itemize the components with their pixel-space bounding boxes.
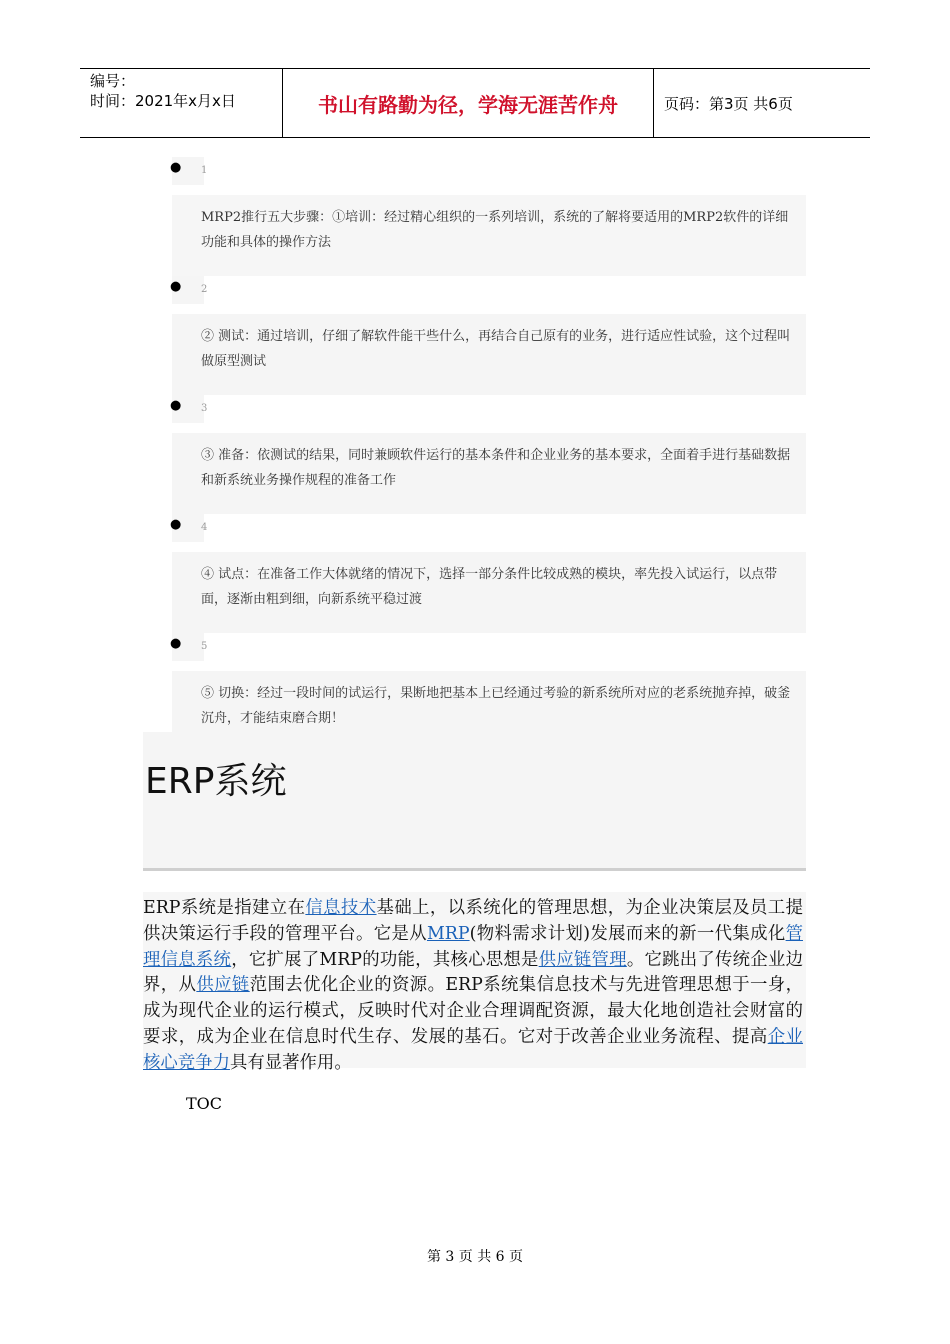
link-mis[interactable]: 管理信息系统	[143, 923, 803, 970]
header-meta	[80, 69, 282, 137]
link-supply-chain[interactable]: 供应链	[196, 975, 250, 996]
list-item	[172, 157, 806, 276]
link-info-tech[interactable]: 信息技术	[305, 898, 377, 918]
text-run: ERP系统是指建立在	[143, 898, 306, 918]
text-run: 基础上，以系统化的管理思想，为企业决策层及员工提供决策运行手段的管理平台。它是从	[143, 898, 803, 944]
bullet-icon: ●	[170, 636, 182, 651]
link-core-competence[interactable]: 企业核心竞争力	[143, 1026, 803, 1073]
step-number: 5	[201, 641, 208, 652]
page-label: 页码：第3页 共6页	[664, 94, 793, 113]
text-run: ，它扩展了MRP的功能，其核心思想是	[231, 949, 539, 970]
divider	[143, 868, 806, 871]
step-head	[172, 395, 806, 433]
step-head	[172, 276, 806, 314]
text-run: (物料需求计划)发展而来的新一代集成化	[469, 923, 786, 944]
text-run: 范围去优化企业的资源。ERP系统集信息技术与先进管理思想于一身，成为现代企业的运行模式，反映时代对企业合理调配资源，最大化地创造社会财富的要求，成为企业在信息时代生存、发展的基石。它对于改善企业业务流程、提高	[143, 975, 803, 1047]
step-head	[172, 633, 806, 671]
step-text: ④ 试点：在准备工作大体就绪的情况下，选择一部分条件比较成熟的模块，率先投入试运行，以点带面，逐渐由粗到细，向新系统平稳过渡	[172, 552, 806, 633]
steps-list	[172, 157, 806, 752]
header-page-cell	[654, 69, 870, 137]
number-label: 编号：	[90, 72, 136, 90]
link-scm[interactable]: 供应链管理	[538, 949, 627, 970]
page-header	[80, 68, 870, 138]
erp-paragraph	[143, 896, 803, 1077]
step-number: 2	[201, 284, 208, 295]
toc-marker: TOC	[186, 1094, 223, 1113]
step-number: 3	[201, 403, 208, 414]
step-text: ③ 准备：依测试的结果，同时兼顾软件运行的基本条件和企业业务的基本要求，全面着手进行基础数据和新系统业务操作规程的准备工作	[172, 433, 806, 514]
step-text: MRP2推行五大步骤：①培训：经过精心组织的一系列培训，系统的了解将要适用的MRP2软件的详细功能和具体的操作方法	[172, 195, 806, 276]
time-label: 时间：2021年x月x日	[90, 92, 236, 110]
list-item	[172, 276, 806, 395]
step-text: ⑤ 切换：经过一段时间的试运行，果断地把基本上已经通过考验的新系统所对应的老系统抛弃掉，破釜沉舟，才能结束磨合期！	[172, 671, 806, 752]
bullet-icon: ●	[170, 517, 182, 532]
text-run: 具有显著作用。	[229, 1052, 352, 1073]
text-run: 。它跳出了传统企业边界，从	[143, 949, 803, 996]
header-motto: 书山有路勤为径，学海无涯苦作舟	[318, 92, 618, 117]
header-motto-cell	[282, 69, 654, 137]
step-head	[172, 157, 806, 195]
step-number: 1	[201, 165, 208, 176]
bullet-icon: ●	[170, 398, 182, 413]
section-title: ERP系统	[145, 761, 287, 802]
page-footer: 第 3 页 共 6 页	[426, 1249, 524, 1265]
link-mrp[interactable]: MRP	[426, 923, 470, 944]
step-text: ② 测试：通过培训，仔细了解软件能干些什么，再结合自己原有的业务，进行适应性试验，这个过程叫做原型测试	[172, 314, 806, 395]
bullet-icon: ●	[170, 160, 182, 175]
bullet-icon: ●	[170, 279, 182, 294]
step-head	[172, 514, 806, 552]
list-item	[172, 514, 806, 633]
step-number: 4	[201, 522, 208, 533]
list-item	[172, 395, 806, 514]
